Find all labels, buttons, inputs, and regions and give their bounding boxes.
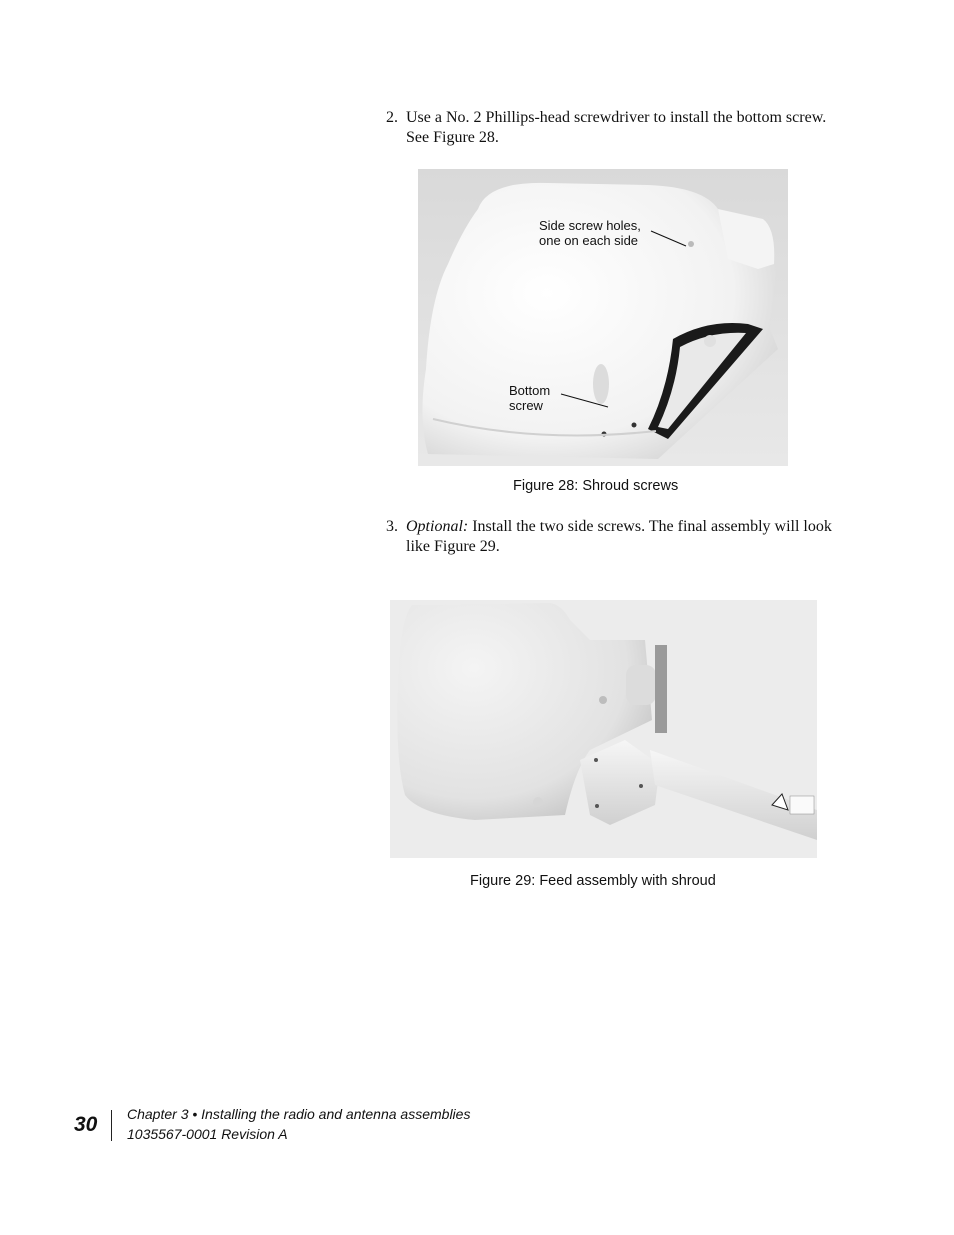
figure-29-photo	[390, 600, 817, 858]
callout-side-screw-holes: Side screw holes, one on each side	[539, 218, 641, 248]
step-number: 2.	[386, 109, 398, 126]
step-text: Install the two side screws. The final assembly will look like Figure 29.	[406, 518, 832, 555]
figure-28-caption: Figure 28: Shroud screws	[513, 478, 679, 494]
step-emphasis: Optional:	[406, 518, 469, 535]
callout-bottom-screw: Bottom screw	[509, 383, 551, 413]
footer-chapter: Chapter 3 • Installing the radio and antenna assemblies	[127, 1106, 471, 1122]
step-2	[386, 108, 836, 148]
feed-assembly-photo	[390, 600, 817, 858]
footer-doc-id: 1035567-0001 Revision A	[127, 1126, 288, 1142]
figure-29-caption: Figure 29: Feed assembly with shroud	[470, 873, 716, 889]
step-text: Use a No. 2 Phillips-head screwdriver to install the bottom screw. See Figure 28.	[406, 109, 827, 146]
step-number: 3.	[386, 518, 398, 535]
figure-28-photo	[418, 169, 788, 466]
shroud-photo	[418, 169, 788, 466]
step-3	[386, 517, 836, 557]
footer-divider	[111, 1110, 112, 1141]
page-number: 30	[74, 1113, 98, 1136]
